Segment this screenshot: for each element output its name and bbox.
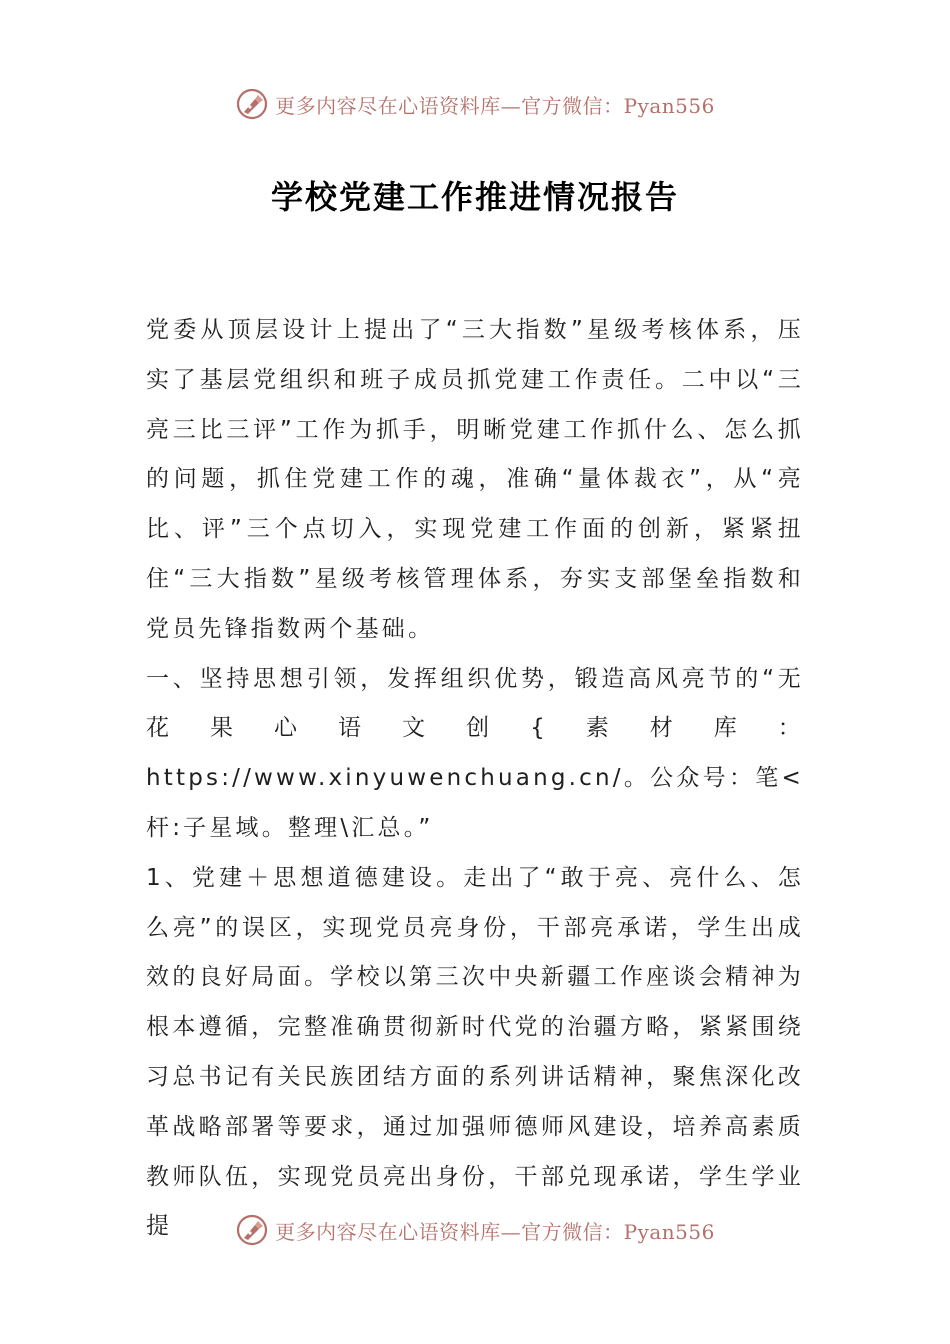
paragraph-section-one-heading: 一、坚持思想引领，发挥组织优势，锻造高风亮节的“无花果心语文创{素材库：https://www.xinyuwenchuang.cn/。公众号：笔<杆:子星域。整理\汇总。”	[146, 665, 804, 841]
pen-nib-logo-icon	[235, 1213, 269, 1247]
footer-banner-text: 更多内容尽在心语资料库—官方微信：Pyan556	[275, 1219, 715, 1244]
paragraph-item-one: 1、党建＋思想道德建设。走出了“敢于亮、亮什么、怎么亮”的误区，实现党员亮身份，干部亮承诺，学生出成效的良好局面。学校以第三次中央新疆工作座谈会精神为根本遵循，完整准确贯彻新时代党的治疆方略，紧紧围绕习总书记有关民族团结方面的系列讲话精神，聚焦深化改革战略部署等要求，通过加强师德师风建设，培养高素质教师队伍，实现党员亮出身份，干部兑现承诺，学生学业提	[146, 864, 804, 1240]
pen-nib-logo-icon	[235, 87, 269, 121]
document-title: 学校党建工作推进情况报告	[270, 178, 679, 216]
footer-banner	[0, 1210, 950, 1250]
header-banner	[0, 84, 950, 124]
header-banner-text: 更多内容尽在心语资料库—官方微信：Pyan556	[275, 93, 715, 118]
paragraph-intro: 党委从顶层设计上提出了“三大指数”星级考核体系，压实了基层党组织和班子成员抓党建工作责任。二中以“三亮三比三评”工作为抓手，明晰党建工作抓什么、怎么抓的问题，抓住党建工作的魂，准确“量体裁衣”，从“亮比、评”三个点切入，实现党建工作面的创新，紧紧扭住“三大指数”星级考核管理体系，夯实支部堡垒指数和党员先锋指数两个基础。	[146, 317, 804, 642]
document-body	[146, 306, 804, 1252]
